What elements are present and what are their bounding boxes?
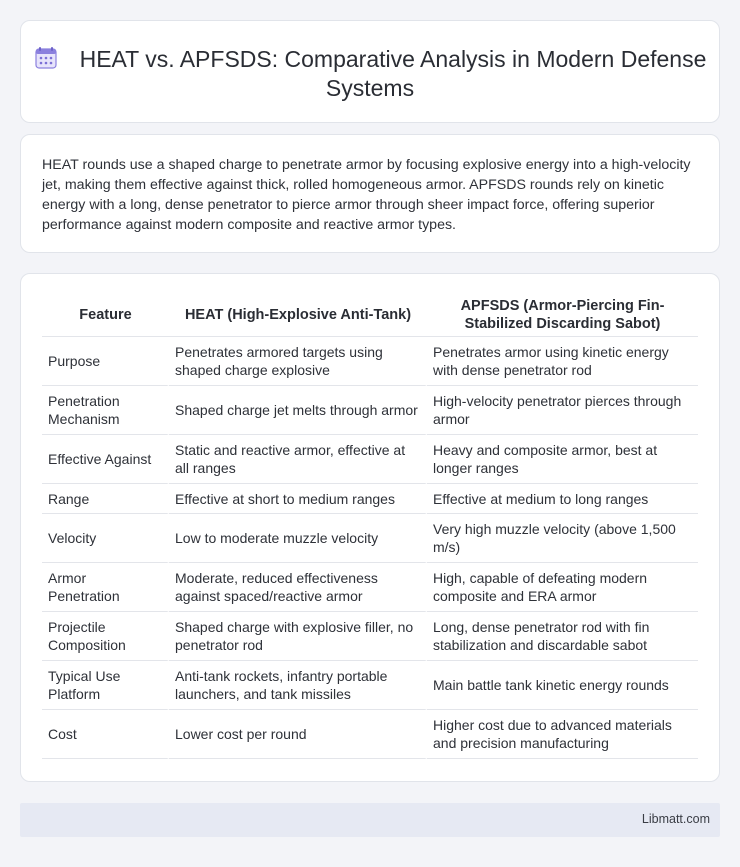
header-card [20, 20, 720, 123]
row-apfsds: Main battle tank kinetic energy rounds [427, 661, 698, 710]
header-apfsds: APFSDS (Armor-Piercing Fin-Stabilized Discarding Sabot) [427, 294, 698, 337]
row-heat: Lower cost per round [169, 710, 427, 759]
row-heat: Anti-tank rockets, infantry portable launchers, and tank missiles [169, 661, 427, 710]
row-heat: Effective at short to medium ranges [169, 484, 427, 514]
row-apfsds: High, capable of defeating modern composite and ERA armor [427, 563, 698, 612]
footer-bar [20, 803, 720, 837]
row-feature: Typical Use Platform [42, 661, 169, 710]
row-feature: Velocity [42, 514, 169, 563]
row-apfsds: High-velocity penetrator pierces through armor [427, 386, 698, 435]
intro-paragraph: HEAT rounds use a shaped charge to penetrate armor by focusing explosive energy into a high-velocity jet, making them effective against thick, rolled homogeneous armor. APFSDS rounds rely on kinetic energy with a long, dense penetrator to pierce armor through sheer impact force, offering superior performance against modern composite and reactive armor types. [42, 157, 691, 233]
row-heat: Shaped charge jet melts through armor [169, 386, 427, 435]
calendar-grid-icon [34, 46, 58, 70]
row-apfsds: Heavy and composite armor, best at longer ranges [427, 435, 698, 484]
row-feature: Effective Against [42, 435, 169, 484]
table-row [42, 514, 698, 563]
table-row [42, 435, 698, 484]
page-title: HEAT vs. APFSDS: Comparative Analysis in Modern Defense Systems [79, 46, 707, 101]
comparison-table-card [20, 273, 720, 782]
intro-card [20, 134, 720, 253]
table-row [42, 386, 698, 435]
row-feature: Projectile Composition [42, 612, 169, 661]
comparison-table [42, 294, 698, 759]
row-heat: Static and reactive armor, effective at all ranges [169, 435, 427, 484]
row-feature: Purpose [42, 337, 169, 386]
row-feature: Armor Penetration [42, 563, 169, 612]
footer-site-link[interactable]: Libmatt.com [641, 812, 710, 826]
header-feature: Feature [42, 294, 169, 337]
table-row [42, 710, 698, 759]
table-header-row [42, 294, 698, 337]
page-title-wrap [21, 45, 719, 103]
row-feature: Cost [42, 710, 169, 759]
row-heat: Penetrates armored targets using shaped charge explosive [169, 337, 427, 386]
row-apfsds: Penetrates armor using kinetic energy with dense penetrator rod [427, 337, 698, 386]
table-row [42, 337, 698, 386]
row-feature: Range [42, 484, 169, 514]
row-apfsds: Higher cost due to advanced materials and precision manufacturing [427, 710, 698, 759]
row-apfsds: Effective at medium to long ranges [427, 484, 698, 514]
row-heat: Shaped charge with explosive filler, no penetrator rod [169, 612, 427, 661]
header-heat: HEAT (High-Explosive Anti-Tank) [169, 294, 427, 337]
table-row [42, 563, 698, 612]
row-apfsds: Long, dense penetrator rod with fin stabilization and discardable sabot [427, 612, 698, 661]
table-row [42, 612, 698, 661]
row-feature: Penetration Mechanism [42, 386, 169, 435]
table-row [42, 484, 698, 514]
row-heat: Moderate, reduced effectiveness against spaced/reactive armor [169, 563, 427, 612]
table-row [42, 661, 698, 710]
row-apfsds: Very high muzzle velocity (above 1,500 m/s) [427, 514, 698, 563]
row-heat: Low to moderate muzzle velocity [169, 514, 427, 563]
